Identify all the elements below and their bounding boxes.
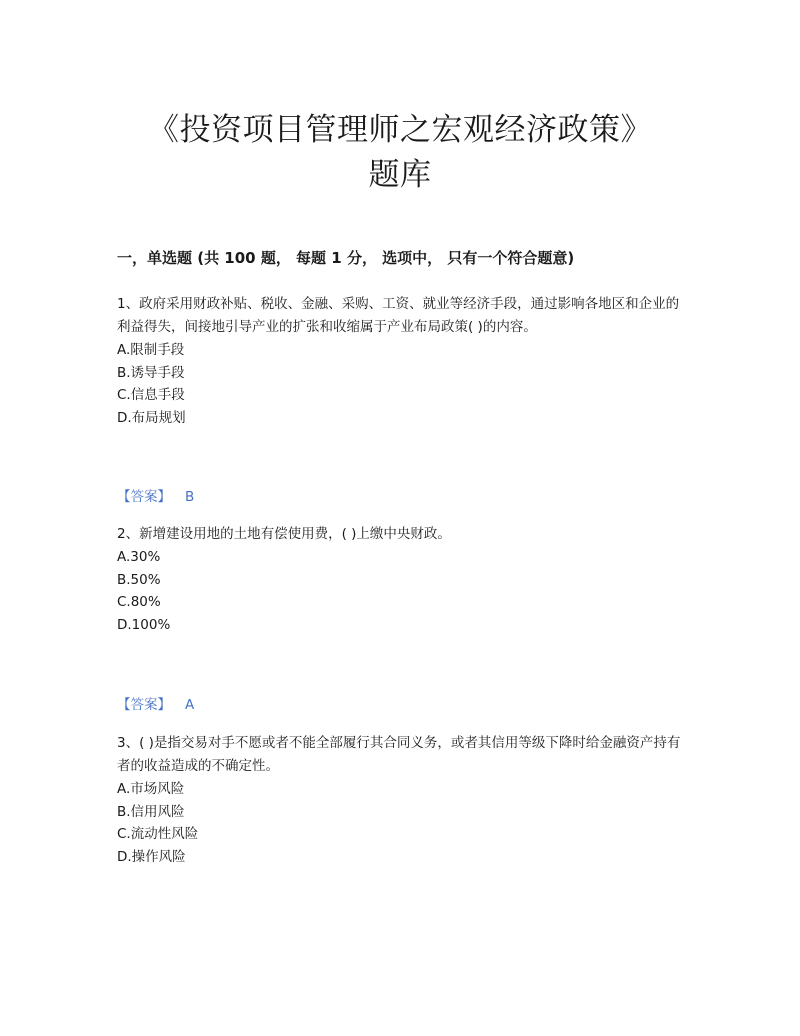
section-heading: 一，单选题 (共 100 题， 每题 1 分， 选项中， 只有一个符合题意): [117, 249, 575, 267]
page-title: [0, 108, 800, 198]
option-d: D.100%: [117, 616, 171, 633]
option-b: B.诱导手段: [117, 364, 185, 381]
question-text: 1、政府采用财政补贴、税收、金融、采购、工资、就业等经济手段，通过影响各地区和企业的利益得失，间接地引导产业的扩张和收缩属于产业布局政策( )的内容。: [117, 296, 680, 335]
answer-value: A: [185, 697, 195, 713]
question-3: [117, 732, 692, 868]
option-a: A.30%: [117, 549, 161, 565]
answer-label: 【答案】: [117, 489, 171, 505]
answer-label: 【答案】: [117, 697, 171, 713]
answer-value: B: [185, 489, 195, 505]
option-b: B.信用风险: [117, 803, 185, 820]
title-line-1: 《投资项目管理师之宏观经济政策》: [148, 112, 652, 148]
answer-1: [117, 487, 194, 507]
option-b: B.50%: [117, 571, 161, 588]
option-c: C.80%: [117, 594, 161, 610]
title-line-2: 题库: [368, 157, 432, 193]
question-text: 3、( )是指交易对手不愿或者不能全部履行其合同义务，或者其信用等级下降时给金融资产持有者的收益造成的不确定性。: [117, 735, 681, 774]
answer-2: [117, 695, 194, 715]
question-text: 2、新增建设用地的土地有偿使用费，( )上缴中央财政。: [117, 526, 451, 542]
option-a: A.市场风险: [117, 781, 185, 797]
option-d: D.布局规划: [117, 409, 186, 426]
option-a: A.限制手段: [117, 342, 185, 358]
option-c: C.信息手段: [117, 387, 185, 403]
question-1: [117, 293, 692, 429]
option-c: C.流动性风险: [117, 826, 199, 842]
question-2: [117, 523, 692, 636]
option-d: D.操作风险: [117, 848, 186, 865]
